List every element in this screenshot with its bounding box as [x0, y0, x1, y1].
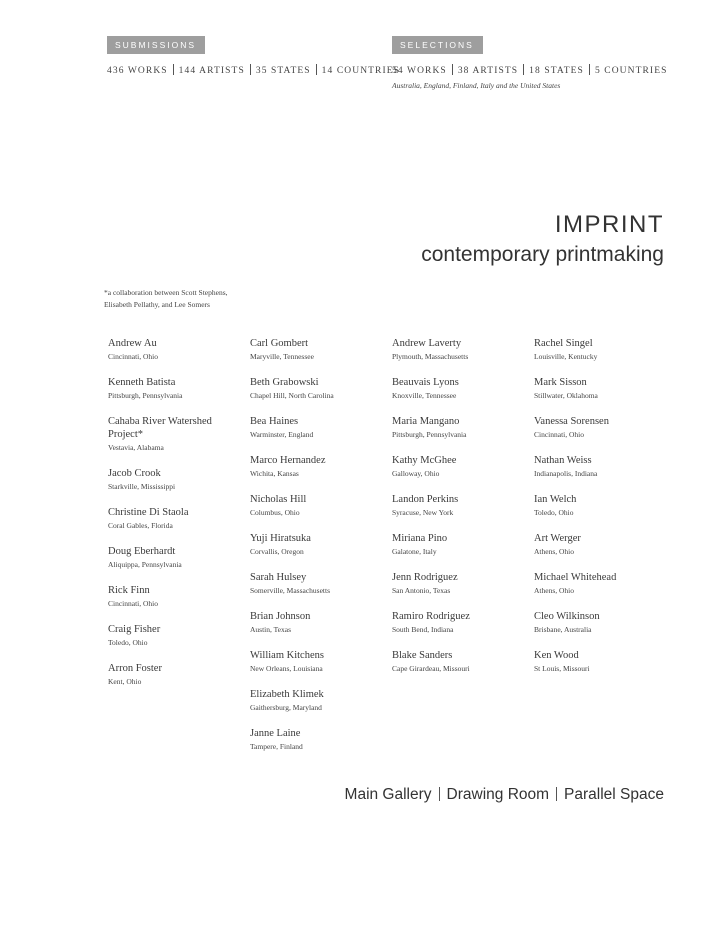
artist-entry [250, 688, 390, 727]
artist-entry [108, 623, 248, 662]
venue-main-gallery: Main Gallery [344, 786, 432, 803]
artist-location: Plymouth, Massachusetts [392, 352, 469, 361]
artist-name: Beth Grabowski [250, 377, 319, 388]
venue-divider [439, 787, 440, 801]
artist-location: Vestavia, Alabama [108, 443, 164, 452]
artist-entry [250, 649, 390, 688]
artist-name: Kathy McGhee [392, 455, 457, 466]
artist-name: Jenn Rodriguez [392, 572, 458, 583]
artist-location: Indianapolis, Indiana [534, 469, 598, 478]
artist-location: Athens, Ohio [534, 547, 574, 556]
artist-location: Coral Gables, Florida [108, 521, 173, 530]
stat-divider [589, 64, 590, 75]
artist-name: Carl Gombert [250, 338, 309, 349]
artist-entry [392, 493, 532, 532]
artist-name: Beauvais Lyons [392, 377, 459, 388]
artist-location: Pittsburgh, Pennsylvania [108, 391, 183, 400]
artist-name: Craig Fisher [108, 624, 161, 635]
artist-location: Pittsburgh, Pennsylvania [392, 430, 467, 439]
artist-location: Toledo, Ohio [108, 638, 148, 647]
artist-location: Louisville, Kentucky [534, 352, 598, 361]
exhibition-title [421, 210, 664, 268]
artist-location: Brisbane, Australia [534, 625, 592, 634]
countries-note: Australia, England, Finland, Italy and the United States [392, 81, 561, 90]
selections-block [392, 35, 668, 90]
artist-name: Andrew Au [108, 338, 157, 349]
submissions-artists: 144 ARTISTS [178, 66, 245, 76]
artist-name: Sarah Hulsey [250, 572, 307, 583]
artist-entry [108, 467, 248, 506]
stat-divider [523, 64, 524, 75]
artist-name: Rick Finn [108, 585, 150, 596]
artist-location: Stillwater, Oklahoma [534, 391, 598, 400]
selections-label: SELECTIONS [392, 36, 483, 54]
artist-name: Bea Haines [250, 416, 299, 427]
artist-name: Miriana Pino [392, 533, 448, 544]
artist-entry [534, 493, 674, 532]
submissions-states: 35 STATES [255, 66, 311, 76]
artist-entry [108, 337, 248, 376]
selections-stats [392, 64, 668, 76]
artist-location: Knoxville, Tennessee [392, 391, 457, 400]
venue-list [345, 786, 664, 804]
artist-entry [392, 571, 532, 610]
artist-name: Ken Wood [534, 650, 579, 661]
artist-entry [250, 415, 390, 454]
stat-divider [173, 64, 174, 75]
selections-states: 18 STATES [529, 66, 584, 76]
artist-location: Cincinnati, Ohio [108, 599, 158, 608]
artist-location: Cape Girardeau, Missouri [392, 664, 470, 673]
stat-divider [452, 64, 453, 75]
artist-entry [534, 649, 674, 688]
artist-name: Janne Laine [250, 728, 301, 739]
submissions-countries: 14 COUNTRIES [321, 66, 401, 76]
artist-location: Athens, Ohio [534, 586, 574, 595]
artist-name: Ramiro Rodriguez [392, 611, 470, 622]
artist-location: Maryville, Tennessee [250, 352, 314, 361]
artist-name: Ian Welch [534, 494, 577, 505]
artist-name: Marco Hernandez [250, 455, 326, 466]
submissions-works: 436 WORKS [107, 66, 168, 76]
artist-name: William Kitchens [250, 650, 324, 661]
artist-name: Michael Whitehead [534, 572, 617, 583]
artist-entry [108, 506, 248, 545]
stat-divider [250, 64, 251, 75]
artist-name: Christine Di Staola [108, 507, 189, 518]
selections-works: 54 WORKS [392, 66, 447, 76]
submissions-stats [107, 64, 400, 76]
artist-name: Nathan Weiss [534, 455, 592, 466]
artist-name: Yuji Hiratsuka [250, 533, 311, 544]
artist-location: Somerville, Massachusetts [250, 586, 330, 595]
artist-location: Cincinnati, Ohio [534, 430, 584, 439]
venue-parallel-space: Parallel Space [564, 786, 664, 803]
artist-entry [250, 337, 390, 376]
artist-name: Kenneth Batista [108, 377, 176, 388]
artist-entry [250, 571, 390, 610]
artist-entry [534, 376, 674, 415]
artist-entry [392, 610, 532, 649]
artist-column [392, 337, 532, 688]
artist-location: New Orleans, Louisiana [250, 664, 323, 673]
artist-entry [392, 532, 532, 571]
artist-name: Arron Foster [108, 663, 162, 674]
artist-name: Blake Sanders [392, 650, 453, 661]
artist-entry [534, 337, 674, 376]
artist-location: Toledo, Ohio [534, 508, 574, 517]
footnote-line-2: Elisabeth Pellathy, and Lee Somers [104, 300, 210, 309]
artist-location: Gaithersburg, Maryland [250, 703, 322, 712]
artist-entry [250, 454, 390, 493]
venue-drawing-room: Drawing Room [446, 786, 550, 803]
artist-location: San Antonio, Texas [392, 586, 451, 595]
artist-location: Galloway, Ohio [392, 469, 440, 478]
artist-location: South Bend, Indiana [392, 625, 454, 634]
artist-name: Cleo Wilkinson [534, 611, 600, 622]
artist-entry [534, 415, 674, 454]
artist-entry [250, 532, 390, 571]
artist-location: Wichita, Kansas [250, 469, 299, 478]
artist-location: Warminster, England [250, 430, 314, 439]
artist-entry [392, 376, 532, 415]
artist-entry [108, 376, 248, 415]
artist-name: Vanessa Sorensen [534, 416, 609, 427]
artist-entry [534, 610, 674, 649]
artist-name: Andrew Laverty [392, 338, 462, 349]
artist-entry [108, 545, 248, 584]
artist-location: Cincinnati, Ohio [108, 352, 158, 361]
artist-name: Cahaba River Watershed Project* [108, 416, 212, 440]
artist-name: Landon Perkins [392, 494, 459, 505]
selections-countries: 5 COUNTRIES [594, 66, 668, 76]
artist-entry [250, 493, 390, 532]
artist-location: Columbus, Ohio [250, 508, 300, 517]
footnote-line-1: *a collaboration between Scott Stephens, [104, 288, 228, 297]
artist-entry [392, 649, 532, 688]
artist-entry [250, 727, 390, 766]
artist-entry [534, 454, 674, 493]
artist-location: Syracuse, New York [392, 508, 454, 517]
artist-entry [534, 532, 674, 571]
artist-location: Kent, Ohio [108, 677, 142, 686]
selections-artists: 38 ARTISTS [457, 66, 519, 76]
artist-name: Doug Eberhardt [108, 546, 176, 557]
title-subtitle: contemporary printmaking [421, 243, 664, 266]
artist-column [108, 337, 248, 701]
artist-name: Mark Sisson [534, 377, 587, 388]
footnote [104, 287, 228, 311]
artist-entry [392, 337, 532, 376]
artist-name: Art Werger [534, 533, 581, 544]
artist-entry [108, 415, 248, 467]
artist-location: St Louis, Missouri [534, 664, 590, 673]
artist-name: Maria Mangano [392, 416, 460, 427]
artist-entry [534, 571, 674, 610]
artist-location: Tampere, Finland [250, 742, 303, 751]
artist-entry [108, 584, 248, 623]
artist-location: Aliquippa, Pennsylvania [108, 560, 182, 569]
artist-entry [392, 454, 532, 493]
artist-name: Jacob Crook [108, 468, 161, 479]
artist-column [534, 337, 674, 688]
submissions-block [107, 35, 400, 76]
artist-location: Starkville, Mississippi [108, 482, 176, 491]
venue-divider [556, 787, 557, 801]
artist-name: Brian Johnson [250, 611, 311, 622]
artist-name: Nicholas Hill [250, 494, 307, 505]
artist-name: Rachel Singel [534, 338, 593, 349]
submissions-label: SUBMISSIONS [107, 36, 205, 54]
artist-entry [250, 376, 390, 415]
artist-entry [250, 610, 390, 649]
artist-location: Austin, Texas [250, 625, 292, 634]
artist-location: Galatone, Italy [392, 547, 437, 556]
artist-location: Corvallis, Oregon [250, 547, 304, 556]
artist-column [250, 337, 390, 766]
artist-location: Chapel Hill, North Carolina [250, 391, 334, 400]
title-main: IMPRINT [554, 211, 664, 238]
stat-divider [316, 64, 317, 75]
artist-entry [392, 415, 532, 454]
artist-name: Elizabeth Klimek [250, 689, 324, 700]
artist-entry [108, 662, 248, 701]
